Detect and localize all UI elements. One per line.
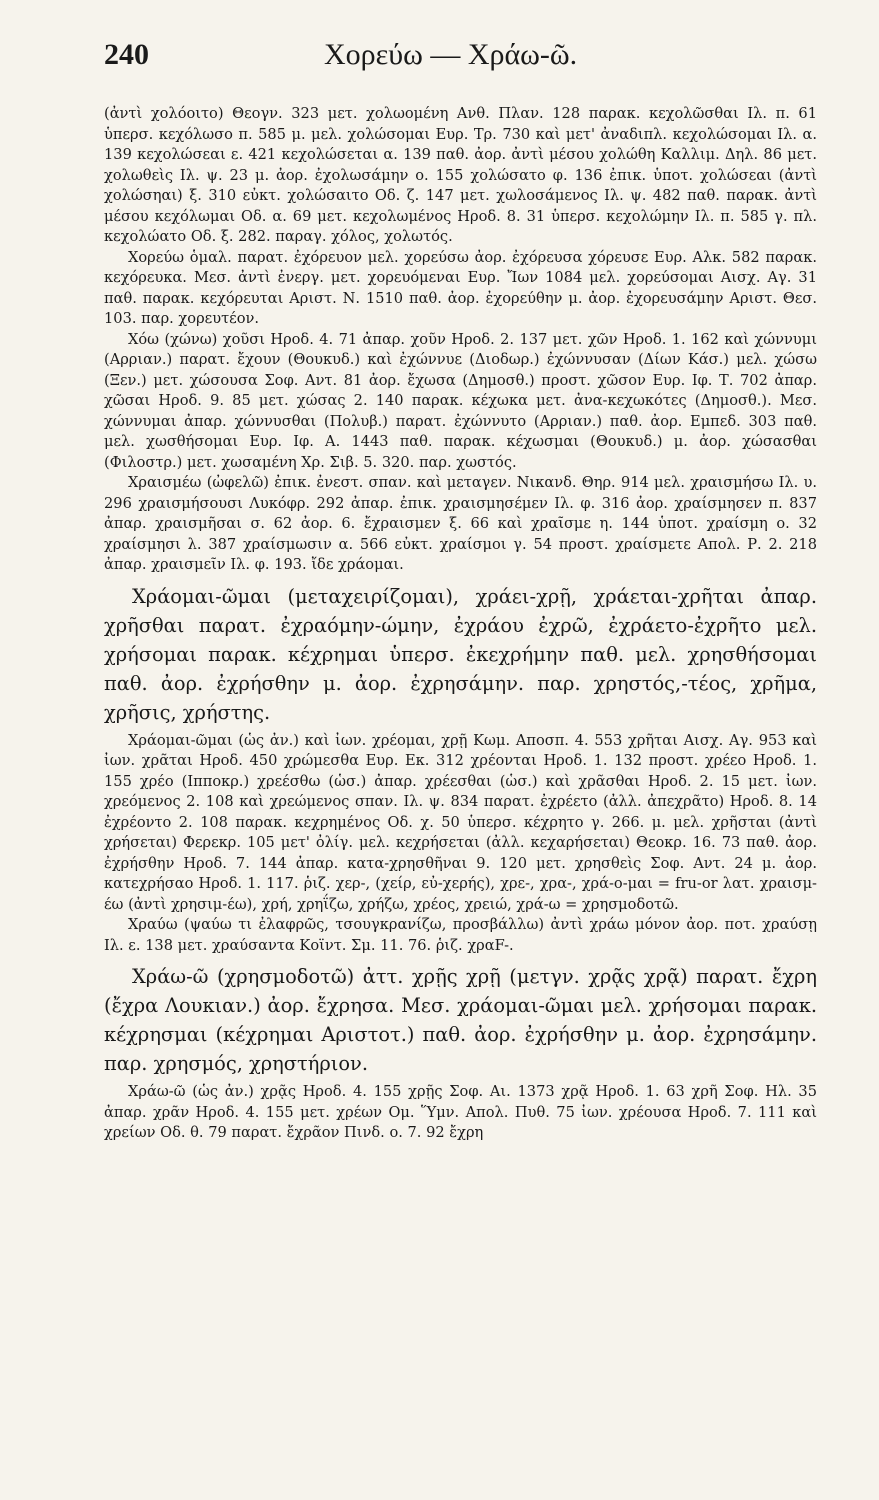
entry-chrao-detail: Χράω-ῶ (ὡς ἀν.) χρᾷς Ηροδ. 4. 155 χρῇς Σοφ. Αι. 1373 χρᾷ Ηροδ. 1. 63 χρῆ Σοφ. Ηλ. 35 ἀπαρ. χρᾶν Ηροδ. 4. 155 μετ. χρέων Ομ. Ὕμν. Απολ. Πυθ. 75 ἰων. χρέουσα Ηροδ. 7. 111 καὶ χρείων Οδ. θ. 79 παρατ. ἔχρᾶον Πινδ. ο. 7. 92 ἔχρη (104, 1083, 817, 1141)
entry-chraomai-main: Χράομαι-ῶμαι (μεταχειρίζομαι), χράει-χρῇ, χράεται-χρῆται ἀπαρ. χρῆσθαι παρατ. ἐχραόμην-ώμην, ἐχράου ἐχρῶ, ἐχράετο-ἐχρῆτο μελ. χρήσομαι παρακ. κέχρημαι ὑπερσ. ἐκεχρήμην παθ. μελ. χρησθήσομαι παθ. ἀορ. ἐχρήσθην μ. ἀορ. ἐχρησάμην. παρ. χρηστός,-τέος, χρῆμα, χρῆσις, χρήστης. (104, 584, 817, 724)
page-header (104, 38, 817, 92)
entry-choreuo: Χορεύω ὁμαλ. παρατ. ἐχόρευον μελ. χορεύσω ἀορ. ἐχόρευσα χόρευσε Ευρ. Αλκ. 582 παρακ. κεχόρευκα. Μεσ. ἀντὶ ἐνεργ. μετ. χορευόμεναι Ευρ. Ἴων 1084 μελ. χορεύσομαι Αισχ. Αγ. 31 παθ. παρακ. κεχόρευται Αριστ. Ν. 1510 παθ. ἀορ. ἐχορεύθην μ. ἀορ. ἐχορευσάμην Αριστ. Θεσ. 103. παρ. χορευτέον. (104, 248, 817, 327)
entry-chrao-main: Χράω-ῶ (χρησμοδοτῶ) ἀττ. χρῇς χρῇ (μετγν. χρᾷς χρᾷ) παρατ. ἔχρη (ἔχρα Λουκιαν.) ἀορ. ἔχρησα. Μεσ. χράομαι-ῶμαι μελ. χρήσομαι παρακ. κέχρησμαι (κέχρημαι Αριστοτ.) παθ. ἀορ. ἐχρήσθην μ. ἀορ. ἐχρησάμην. παρ. χρησμός, χρηστήριον. (104, 965, 817, 1075)
page-number: 240 (104, 38, 149, 71)
entry-continuation-cholomai: (ἀντὶ χολόοιτο) Θεογν. 323 μετ. χολωομένη Ανθ. Πλαν. 128 παρακ. κεχολῶσθαι Ιλ. π. 61 ὑπερσ. κεχόλωσο π. 585 μ. μελ. χολώσομαι Ευρ. Τρ. 730 καὶ μετ' ἀναδιπλ. κεχολώσομαι Ιλ. α. 139 κεχολώσεαι ε. 421 κεχολώσεται α. 139 παθ. ἀορ. ἀντὶ μέσου χολώθη Καλλιμ. Δηλ. 86 μετ. χολωθεὶς Ιλ. ψ. 23 μ. ἀορ. ἐχολωσάμην ο. 155 χολώσατο φ. 136 ἐπικ. ὑποτ. χολώσεαι (ἀντὶ χολώσηαι) ξ. 310 εὐκτ. χολώσαιτο Οδ. ζ. 147 μετ. χωλοσάμενος Ιλ. ψ. 482 παθ. παρακ. ἀντὶ μέσου κεχόλωμαι Οδ. α. 69 μετ. κεχολωμένος Ηροδ. 8. 31 ὑπερσ. κεχολώμην Ιλ. π. 585 γ. πλ. κεχολώατο Οδ. ξ. 282. παραγ. χόλος, χολωτός. (104, 105, 817, 245)
entry-choo: Χόω (χώνω) χοῦσι Ηροδ. 4. 71 ἀπαρ. χοῦν Ηροδ. 2. 137 μετ. χῶν Ηροδ. 1. 162 καὶ χώννυμι (Αρριαν.) παρατ. ἔχουν (Θουκυδ.) καὶ ἐχώννυε (Διοδωρ.) ἐχώννυσαν (Δίων Κάσ.) μελ. χώσω (Ξεν.) μετ. χώσουσα Σοφ. Αντ. 81 ἀορ. ἔχωσα (Δημοσθ.) προστ. χῶσον Ευρ. Ιφ. Τ. 702 ἀπαρ. χῶσαι Ηροδ. 9. 85 μετ. χώσας 2. 140 παρακ. κέχωκα μετ. ἀνα-κεχωκότες (Δημοσθ.). Μεσ. χώννυμαι ἀπαρ. χώννυσθαι (Πολυβ.) παρατ. ἐχώννυτο (Αρριαν.) παθ. ἀορ. Εμπεδ. 303 παθ. μελ. χωσθήσομαι Ευρ. Ιφ. Α. 1443 παθ. παρακ. κέχωσμαι (Θουκυδ.) μ. ἀορ. χώσασθαι (Φιλοστρ.) μετ. χωσαμένη Χρ. Σιβ. 5. 320. παρ. χωστός. (104, 330, 817, 471)
page-body (104, 104, 817, 1144)
running-head: Χορεύω — Χράω-ῶ. (324, 38, 578, 71)
entry-chrauo: Χραύω (ψαύω τι ἐλαφρῶς, τσουγκρανίζω, προσβάλλω) ἀντὶ χράω μόνον ἀορ. ποτ. χραύσῃ Ιλ. ε. 138 μετ. χραύσαντα Κοϊντ. Σμ. 11. 76. ῥιζ. χραF-. (104, 916, 817, 954)
entry-chraismeo: Χραισμέω (ὠφελῶ) ἐπικ. ἐνεστ. σπαν. καὶ μεταγεν. Νικανδ. Θηρ. 914 μελ. χραισμήσω Ιλ. υ. 296 χραισμήσουσι Λυκόφρ. 292 ἀπαρ. ἐπικ. χραισμησέμεν Ιλ. φ. 316 ἀορ. χραίσμησεν π. 837 ἀπαρ. χραισμῆσαι σ. 62 ἀορ. 6. ἔχραισμεν ξ. 66 καὶ χραῖσμε η. 144 ὑποτ. χραίσμη ο. 32 χραίσμησι λ. 387 χραίσμωσιν α. 566 εὐκτ. χραίσμοι γ. 54 προστ. χραίσμετε Απολ. Ρ. 2. 218 ἀπαρ. χραισμεῖν Ιλ. φ. 193. ἴδε χράομαι. (104, 474, 817, 573)
entry-chraomai-detail: Χράομαι-ῶμαι (ὡς ἀν.) καὶ ἰων. χρέομαι, χρῇ Κωμ. Αποσπ. 4. 553 χρῆται Αισχ. Αγ. 953 καὶ ἰων. χρᾶται Ηροδ. 450 χρώμεσθα Ευρ. Εκ. 312 χρέονται Ηροδ. 1. 132 προστ. χρέεο Ηροδ. 1. 155 χρέο (Ιπποκρ.) χρεέσθω (ὡσ.) ἀπαρ. χρέεσθαι (ὡσ.) καὶ χρᾶσθαι Ηροδ. 2. 15 μετ. ἰων. χρεόμενος 2. 108 καὶ χρεώμενος σπαν. Ιλ. ψ. 834 παρατ. ἐχρέετο (ἀλλ. ἀπεχρᾶτο) Ηροδ. 8. 14 ἐχρέοντο 2. 108 παρακ. κεχρημένος Οδ. χ. 50 ὑπερσ. κέχρητο γ. 266. μ. μελ. χρῆσται (ἀντὶ χρήσεται) Φερεκρ. 105 μετ' ὀλίγ. μελ. κεχρήσεται (ἀλλ. κεχαρήσεται) Θεοκρ. 16. 73 παθ. ἀορ. ἐχρήσθην Ηροδ. 7. 144 ἀπαρ. κατα-χρησθῆναι 9. 120 μετ. χρησθεὶς Σοφ. Αντ. 24 μ. ἀορ. κατεχρήσαο Ηροδ. 1. 117. ῥιζ. χερ-, (χείρ, εὐ-χερής), χρε-, χρα-, χρά-ο-μαι = fru-or λατ. χραισμ-έω (ἀντὶ χρησιμ-έω), χρή, χρηΐζω, χρήζω, χρέος, χρειώ, χρά-ω = χρησμοδοτῶ. (104, 731, 817, 913)
